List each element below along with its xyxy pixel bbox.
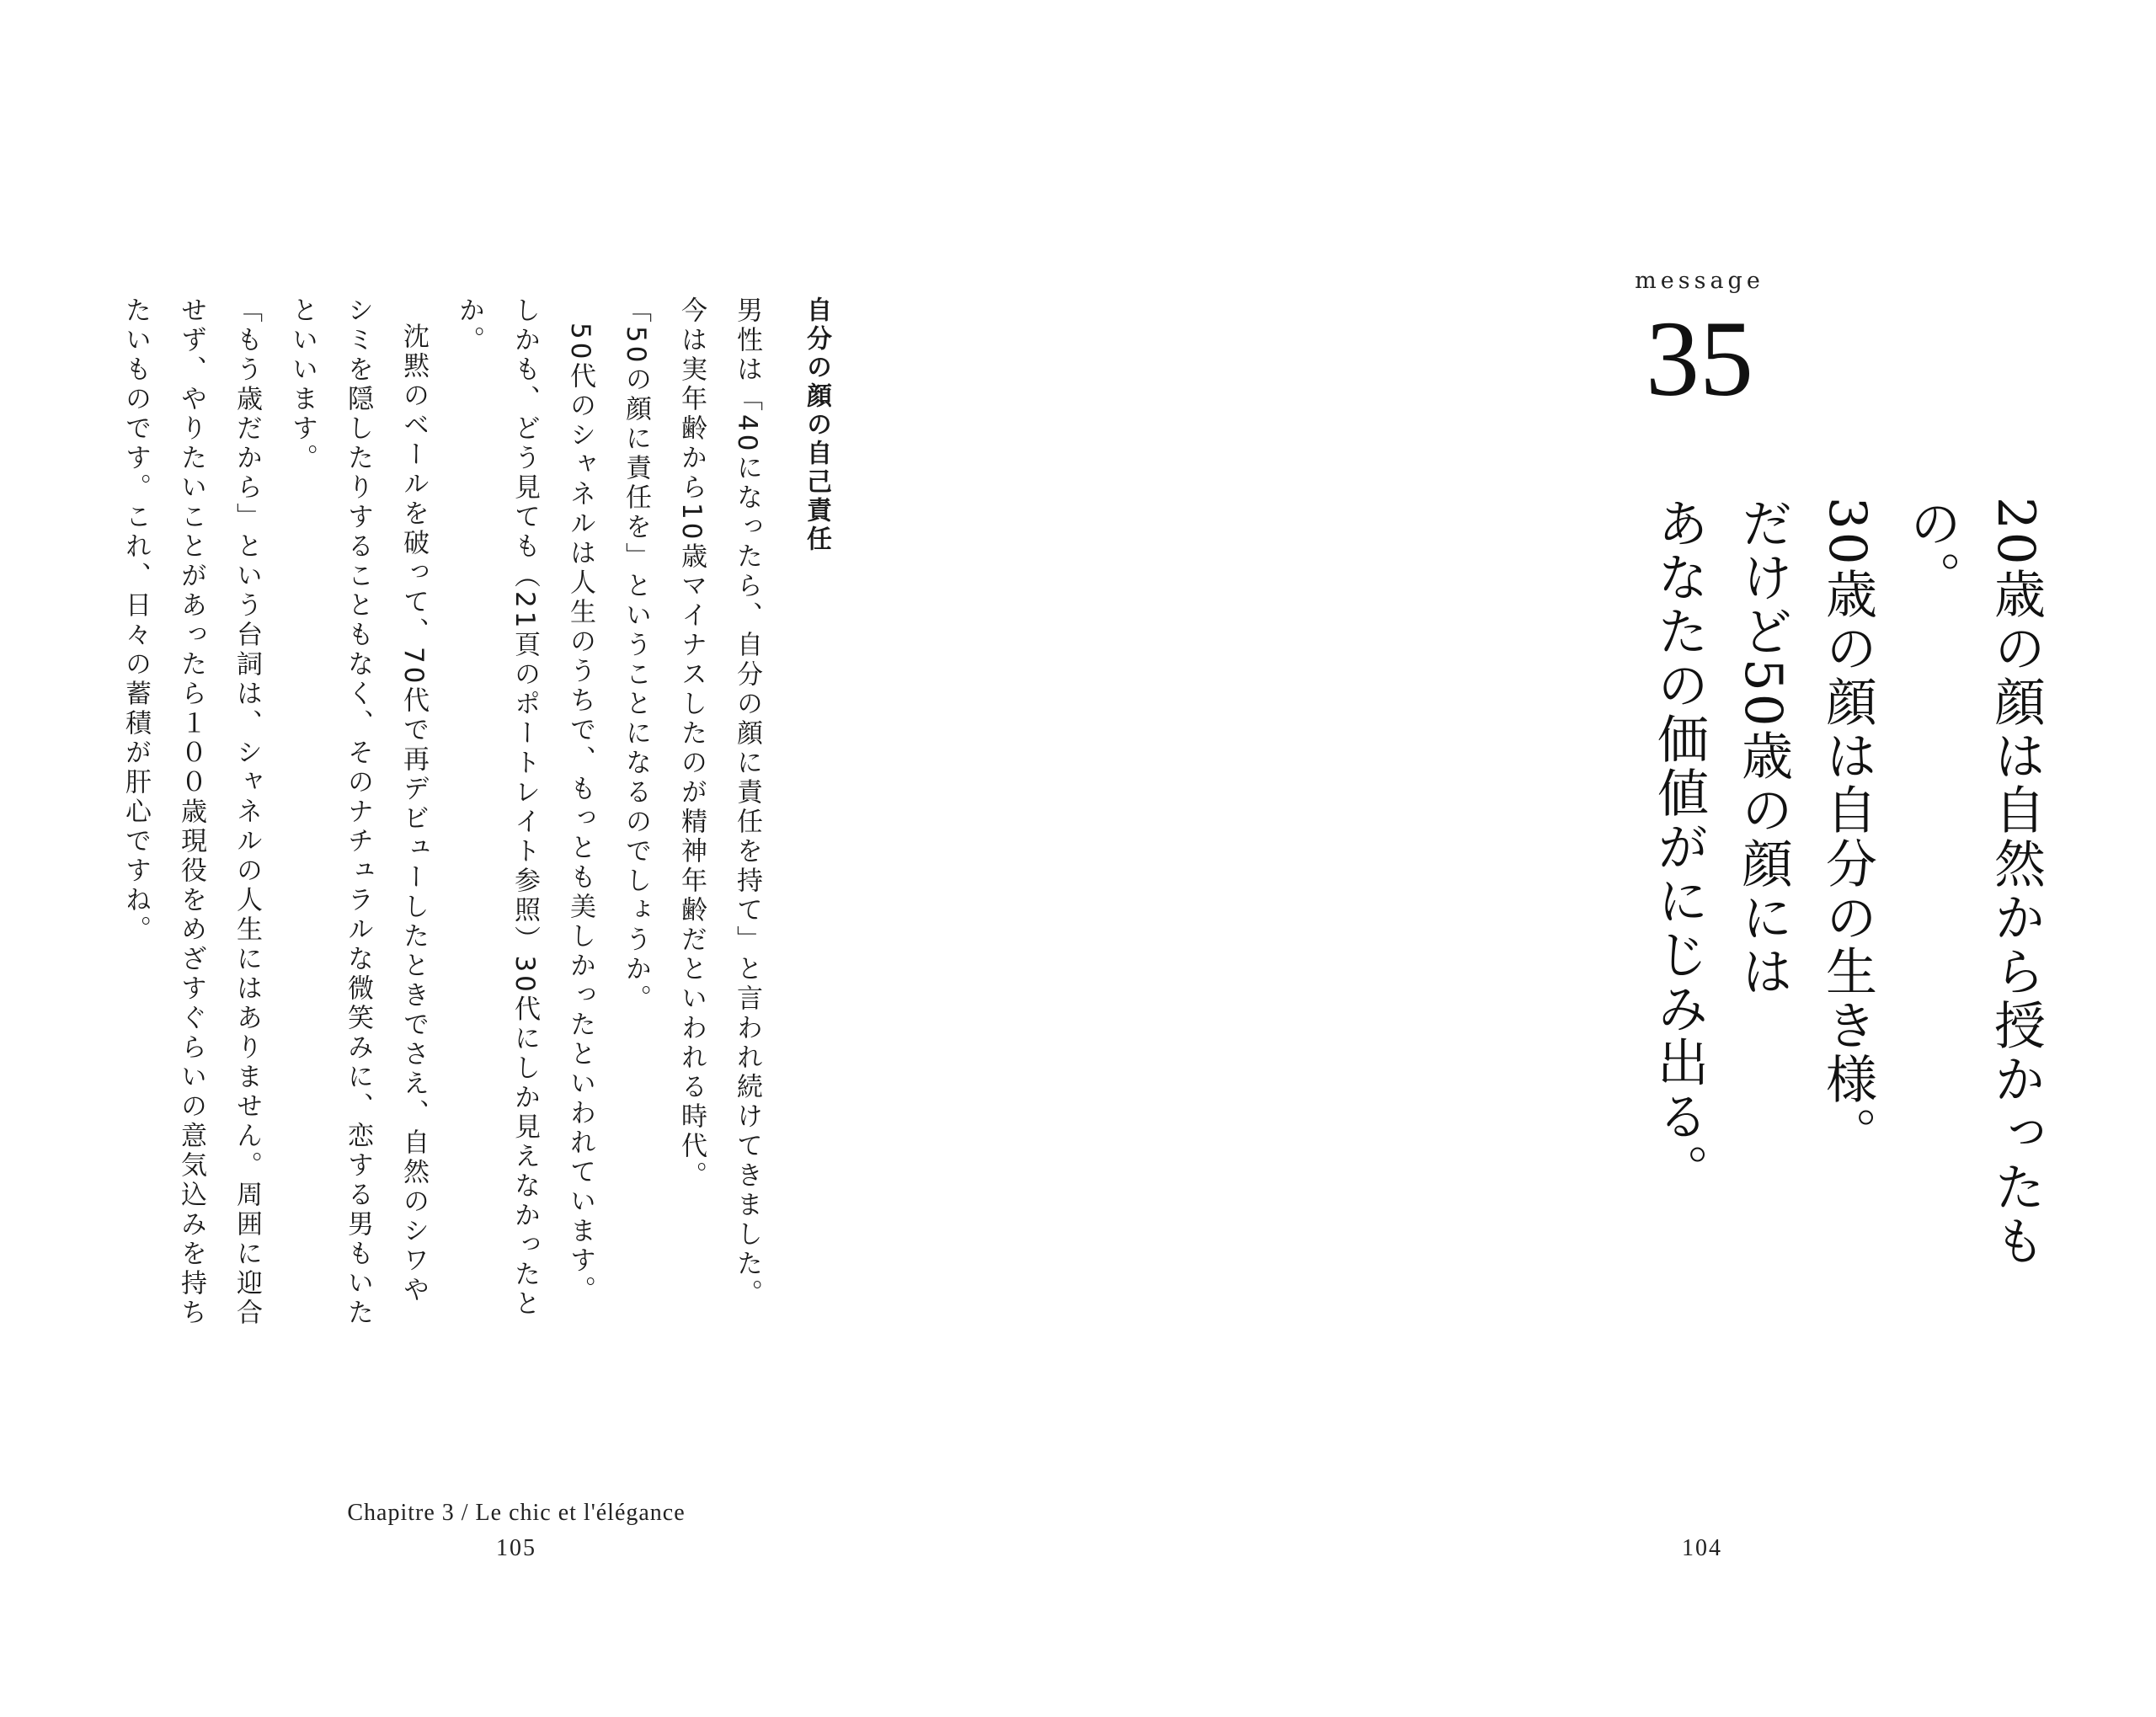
headline-line: だけど50歳の顔には	[1733, 497, 1793, 999]
message-number: 35	[1646, 299, 1753, 419]
paragraph: 「もう歳だから」という台詞は、シャネルの人生にはありません。周囲に迎合せず、やりたいことがあったら１００歳現役をめざすぐらいの意気込みを持ちたいものです。これ、日々の蓄積が肝心ですね。	[120, 296, 262, 1328]
paragraph: 男性は「40になったら、自分の顔に責任を持て」と言われ続けてきました。今は実年齢から10歳マイナスしたのが精神年齢だといわれる時代。	[676, 296, 762, 1309]
right-page	[1078, 0, 2156, 1717]
section-heading: 自分の顔の自己責任	[802, 296, 831, 554]
headline-line: 30歳の顔は自分の生き様。	[1817, 497, 1877, 1160]
page-number-right: 104	[1682, 1535, 1722, 1561]
headline	[1636, 497, 2057, 1305]
paragraph: 沈黙のベールを破って、70代で再デビューしたときでさえ、自然のシワやシミを隠したりすることもなく、そのナチュラルな微笑みに、恋する男もいたといいます。	[287, 296, 429, 1328]
message-label: message	[1635, 268, 1764, 294]
headline-line: 20歳の顔は自然から授かったもの。	[1902, 497, 2046, 1268]
paragraph: 「50の顔に責任を」ということになるのでしょうか。	[621, 296, 651, 1015]
paragraph: 50代のシャネルは人生のうちで、もっとも美しかったといわれています。しかも、どう見ても（21頁のポートレイト参照）30代にしか見えなかったとか。	[454, 296, 595, 1320]
headline-line: あなたの価値がにじみ出る。	[1649, 497, 1709, 1197]
running-head: Chapitre 3 / Le chic et l'élégance	[347, 1500, 686, 1526]
body-text	[108, 296, 844, 1332]
page-number-left: 105	[496, 1535, 536, 1561]
